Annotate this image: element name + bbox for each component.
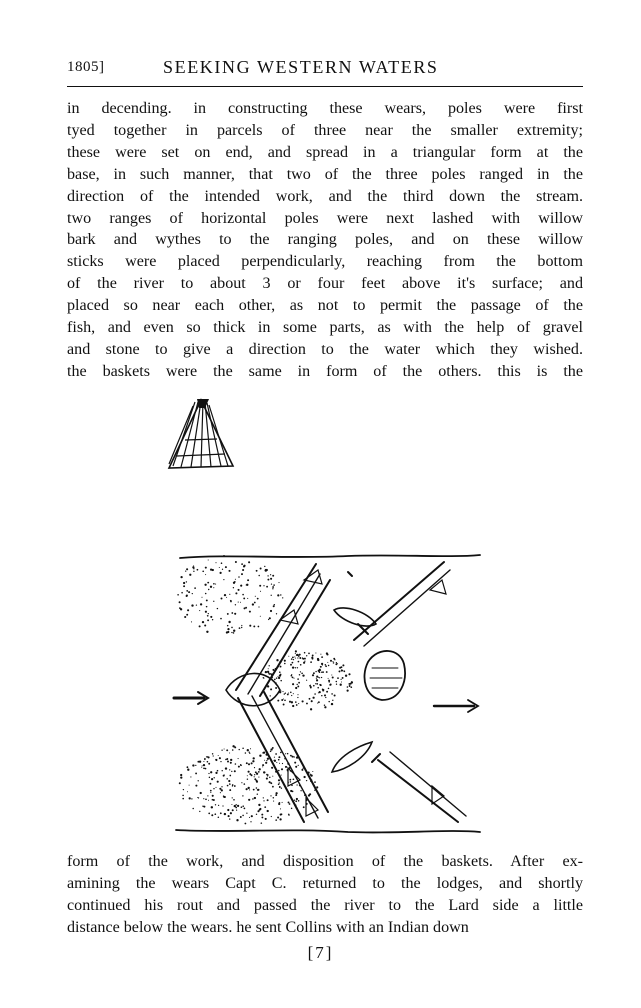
text-line: amining the wears Capt C. returned to the lodges, and shortly [67,874,583,892]
text-line: form of the work, and disposition of the baskets. After ex- [67,853,583,870]
text-line: and stone to give a direction to the water which they wished. [67,340,583,358]
text-line: distance below the wears. he sent Collins with an Indian down [67,918,469,936]
running-header [67,55,583,85]
text-line: base, in such manner, that two of the three poles ranged in the [67,165,583,183]
weir-plan-sketch [168,550,488,840]
text-line: of the river to about 3 or four feet above it's surface; and [67,275,583,293]
text-line: direction of the intended work, and the third down the stream. [67,187,583,205]
text-line: two ranges of horizontal poles were next lashed with willow [67,209,583,227]
text-line: sticks were placed perpendicularly, reaching from the bottom [67,253,583,271]
text-line: continued his rout and passed the river to the Lard side a little [67,896,583,914]
header-year: 1805] [67,59,105,75]
header-rule [67,86,583,87]
text-line: the baskets were the same in form of the others. this is the [67,362,583,380]
bottom-paragraph [67,851,583,939]
text-line: placed so near each other, as not to permit the passage of the [67,297,583,315]
page-number: [7] [307,943,334,962]
text-line: fish, and even so thick in some parts, as with the help of gravel [67,319,583,337]
text-line: these were set on end, and spread in a triangular form at the [67,143,583,161]
running-title: SEEKING WESTERN WATERS [163,57,439,77]
tripod-sketch [165,396,237,472]
text-line: bark and wythes to the ranging poles, and on these willow [67,231,583,249]
gravel-stipple [177,555,353,824]
text-line: tyed together in parcels of three near the smaller extremity; [67,121,583,139]
text-line: in decending. in constructing these wears, poles were first [67,100,583,117]
top-paragraph [67,98,583,383]
